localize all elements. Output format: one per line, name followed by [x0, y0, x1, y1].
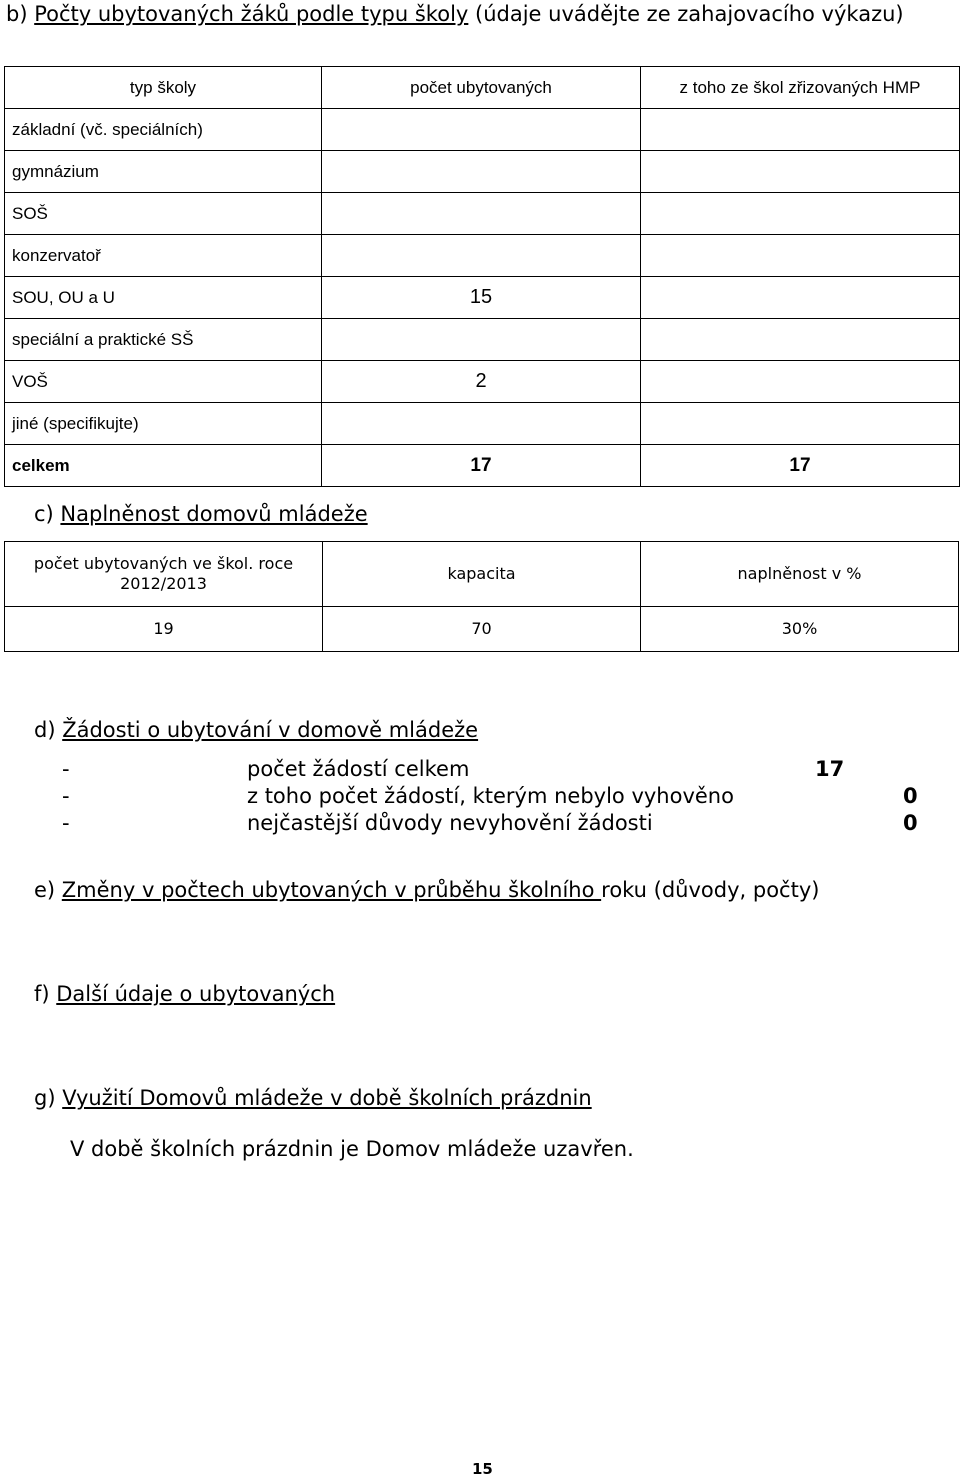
section-b-heading [6, 0, 946, 28]
header-boarders-count: počet ubytovaných [322, 67, 641, 109]
table-row [5, 151, 960, 193]
section-c-heading [34, 500, 368, 528]
section-e-prefix: e) [34, 878, 62, 902]
section-d-title: Žádosti o ubytování v domově mládeže [62, 718, 479, 742]
occupancy-value-cell: 30% [641, 607, 959, 652]
hmp-count-cell [641, 319, 960, 361]
school-type-cell: speciální a praktické SŠ [5, 319, 322, 361]
section-f-heading [34, 980, 335, 1008]
section-b-prefix: b) [6, 2, 35, 26]
table-row [5, 277, 960, 319]
section-g-title: Využití Domovů mládeže v době školních prázdnin [62, 1086, 592, 1110]
section-e-heading [34, 876, 819, 904]
hmp-count-cell [641, 277, 960, 319]
boarders-count-cell: 2 [322, 361, 641, 403]
section-e-title: Změny v počtech ubytovaných v průběhu školního [61, 878, 602, 902]
school-type-cell: SOU, OU a U [5, 277, 322, 319]
rejection-reasons-value: 0 [903, 811, 918, 835]
occupancy-table [4, 541, 959, 652]
hmp-count-cell [641, 193, 960, 235]
section-c-title: Naplněnost domovů mládeže [60, 502, 368, 526]
school-type-cell: konzervatoř [5, 235, 322, 277]
table-row [5, 193, 960, 235]
boarders-count-cell [322, 235, 641, 277]
school-type-cell: SOŠ [5, 193, 322, 235]
school-type-cell: VOŠ [5, 361, 322, 403]
total-count-cell: 17 [322, 445, 641, 487]
total-hmp-cell: 17 [641, 445, 960, 487]
hmp-count-cell [641, 403, 960, 445]
hmp-count-cell [641, 235, 960, 277]
section-d-heading [34, 716, 478, 744]
list-dash: - [62, 811, 70, 835]
table-header-row [5, 542, 959, 607]
table-row [5, 361, 960, 403]
boarders-value-cell: 19 [5, 607, 323, 652]
section-f-title: Další údaje o ubytovaných [56, 982, 336, 1006]
header-hmp-schools: z toho ze škol zřizovaných HMP [641, 67, 960, 109]
table-row [5, 109, 960, 151]
table-header-row [5, 67, 960, 109]
header-capacity: kapacita [323, 542, 641, 607]
list-dash: - [62, 757, 70, 781]
boarders-count-cell: 15 [322, 277, 641, 319]
section-g-prefix: g) [34, 1086, 63, 1110]
table-row [5, 607, 959, 652]
section-g-heading [34, 1084, 592, 1112]
school-type-cell: gymnázium [5, 151, 322, 193]
page-number: 15 [472, 1460, 493, 1478]
section-c-prefix: c) [34, 502, 61, 526]
header-school-type: typ školy [5, 67, 322, 109]
section-b-note: (údaje uvádějte ze zahajovacího výkazu) [468, 2, 904, 26]
table-row [5, 403, 960, 445]
requests-total-label: počet žádostí celkem [247, 757, 470, 781]
table-total-row [5, 445, 960, 487]
boarders-count-cell [322, 403, 641, 445]
capacity-value-cell: 70 [323, 607, 641, 652]
boarders-count-cell [322, 193, 641, 235]
table-row [5, 319, 960, 361]
hmp-count-cell [641, 151, 960, 193]
holiday-closure-text: V době školních prázdnin je Domov mládeže uzavřen. [70, 1137, 634, 1161]
boarders-count-cell [322, 319, 641, 361]
school-type-cell: základní (vč. speciálních) [5, 109, 322, 151]
hmp-count-cell [641, 109, 960, 151]
hmp-count-cell [641, 361, 960, 403]
requests-total-value: 17 [815, 757, 845, 781]
boarders-count-cell [322, 109, 641, 151]
table-row [5, 235, 960, 277]
requests-rejected-value: 0 [903, 784, 918, 808]
section-f-prefix: f) [34, 982, 57, 1006]
requests-rejected-label: z toho počet žádostí, kterým nebylo vyhověno [247, 784, 734, 808]
section-d-prefix: d) [34, 718, 63, 742]
section-e-rest: roku (důvody, počty) [601, 878, 820, 902]
header-boarders-school-year: počet ubytovaných ve škol. roce 2012/2013 [5, 542, 323, 607]
total-label-cell: celkem [5, 445, 322, 487]
rejection-reasons-label: nejčastější důvody nevyhovění žádosti [247, 811, 653, 835]
section-b-title: Počty ubytovaných žáků podle typu školy [34, 2, 469, 26]
list-dash: - [62, 784, 70, 808]
school-type-cell: jiné (specifikujte) [5, 403, 322, 445]
boarders-by-school-type-table [4, 66, 960, 487]
header-occupancy-percent: naplněnost v % [641, 542, 959, 607]
boarders-count-cell [322, 151, 641, 193]
